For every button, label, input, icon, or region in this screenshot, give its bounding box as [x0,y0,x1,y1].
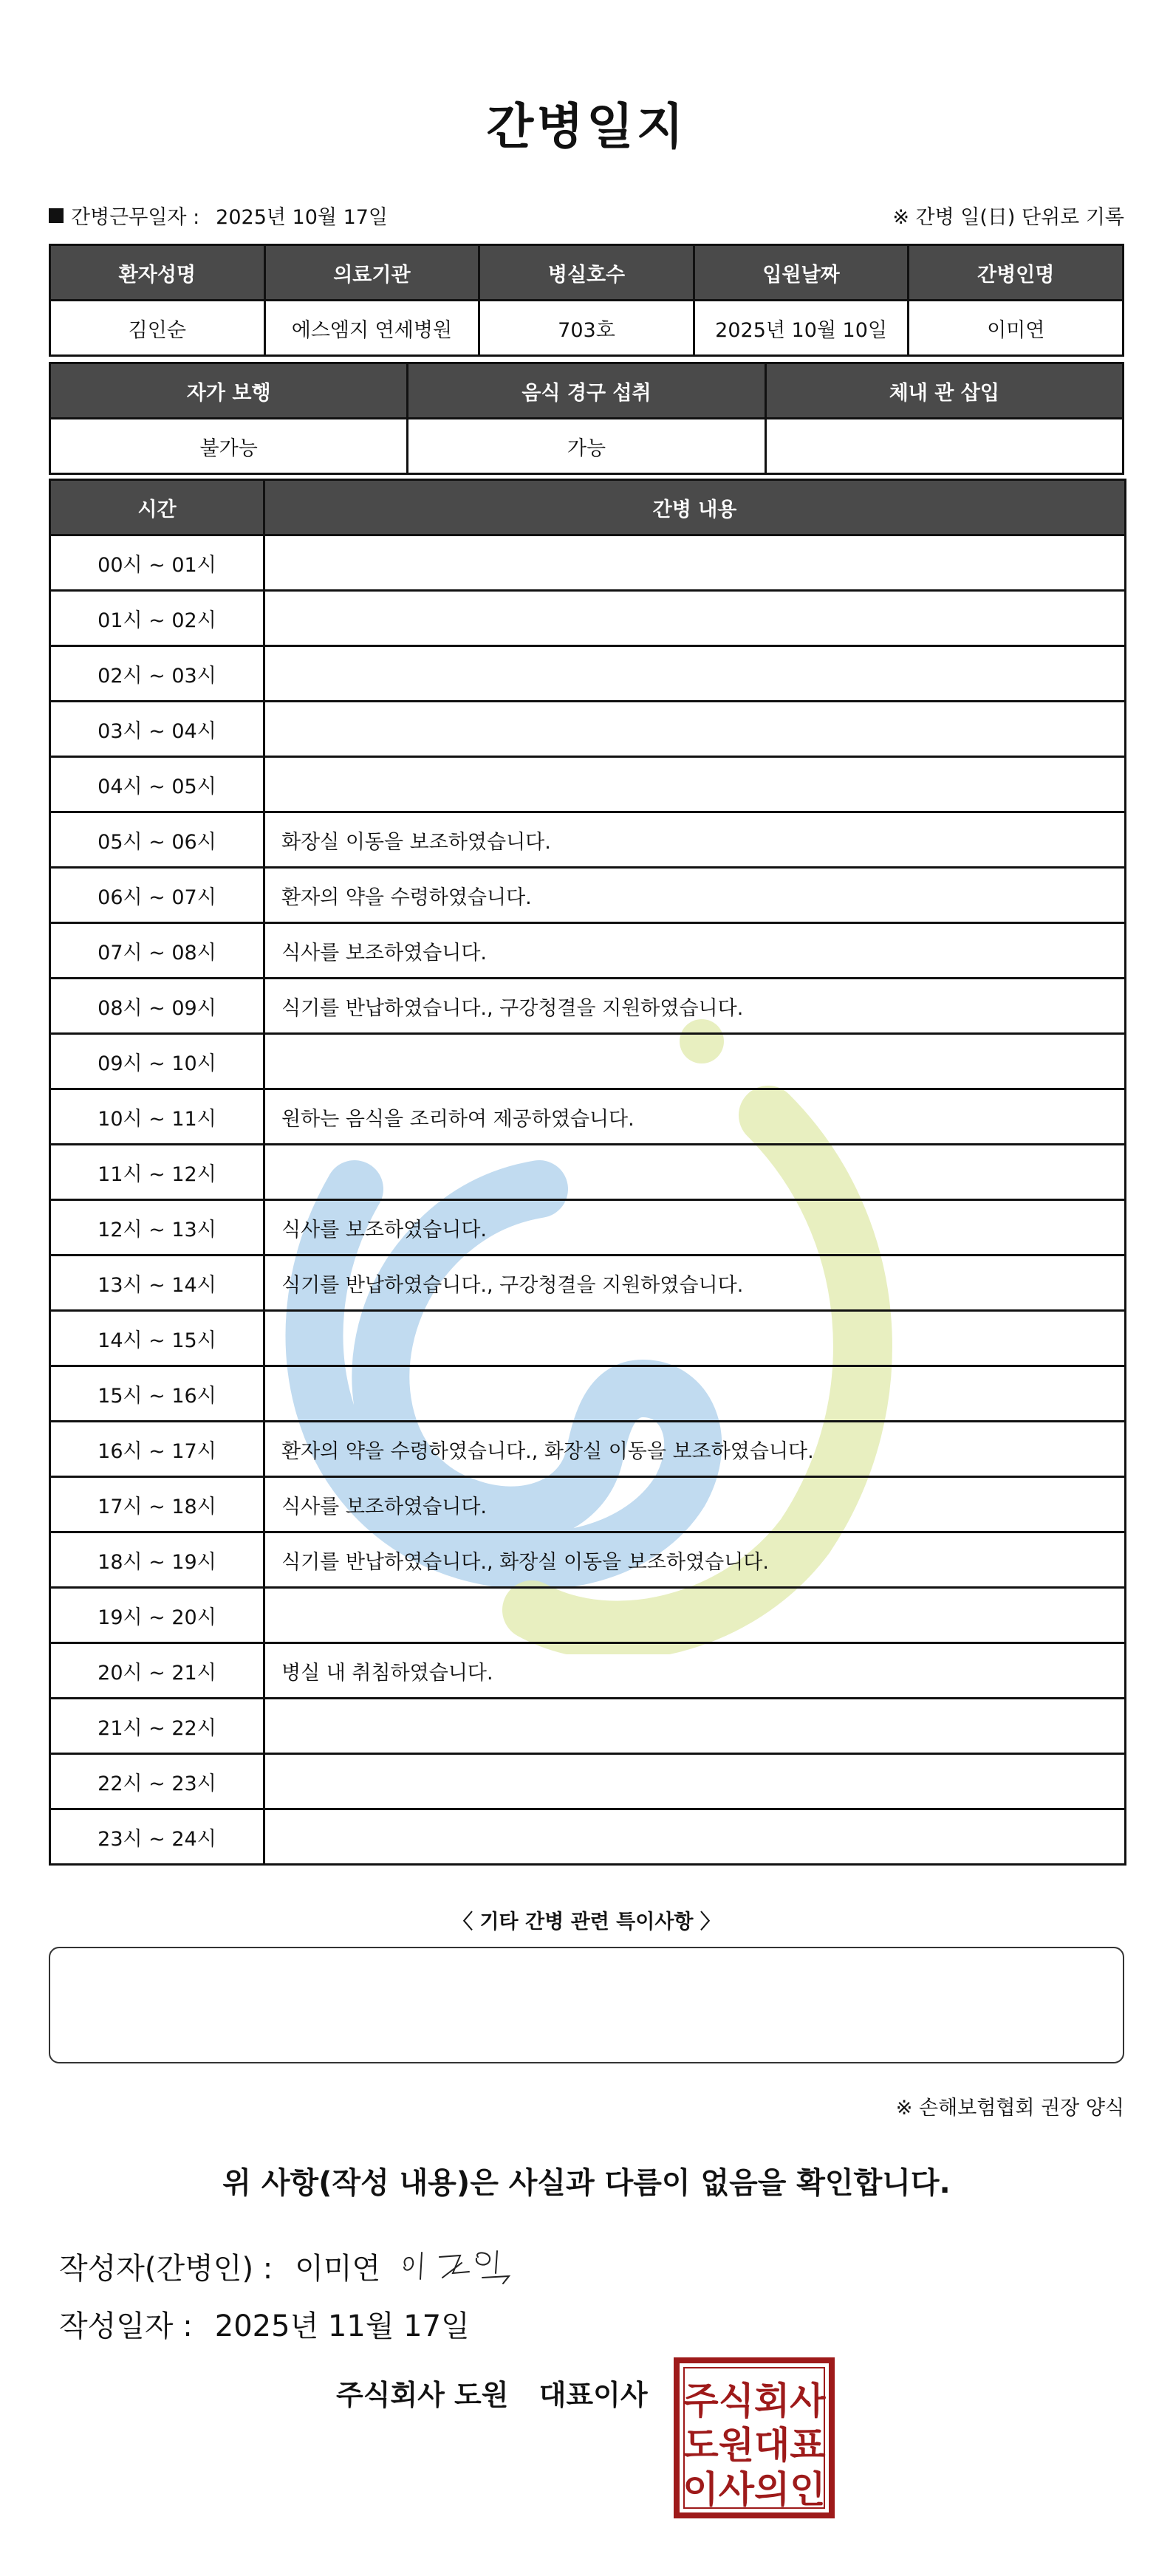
table-row [50,535,1126,591]
table-row [50,646,1126,702]
log-time-cell: 20시 ~ 21시 [50,1643,264,1699]
header-room-number: 병실호수 [479,245,694,301]
caregiver-name: 이미연 [909,301,1124,356]
writer-label: 작성자(간병인) : [59,2251,273,2286]
hospital-name: 에스엠지 연세병원 [264,301,479,356]
header-self-walking: 자가 보행 [50,363,408,419]
header-admission-date: 입원날짜 [694,245,909,301]
table-row [50,1477,1126,1532]
confirmation-statement: 위 사항(작성 내용)은 사실과 다름이 없음을 확인합니다. [222,2166,951,2200]
table-row [50,923,1126,979]
log-content-cell [264,1588,1126,1643]
log-content-cell: 환자의 약을 수령하였습니다., 화장실 이동을 보조하였습니다. [264,1422,1126,1477]
log-time-cell: 17시 ~ 18시 [50,1477,264,1532]
written-date-value: 2025년 11월 17일 [214,2309,470,2343]
table-row [50,868,1126,923]
page-title: 간병일지 [486,98,687,155]
log-content-cell: 식기를 반납하였습니다., 화장실 이동을 보조하였습니다. [264,1532,1126,1588]
table-row [50,1200,1126,1256]
log-time-cell: 12시 ~ 13시 [50,1200,264,1256]
admission-date: 2025년 10월 10일 [694,301,909,356]
log-time-cell: 09시 ~ 10시 [50,1034,264,1089]
table-row [50,1532,1126,1588]
log-time-cell: 04시 ~ 05시 [50,757,264,812]
log-content-cell [264,1699,1126,1754]
table-row [50,1754,1126,1809]
room-number: 703호 [479,301,694,356]
work-date-label: 간병근무일자 : [71,206,200,229]
log-time-cell: 10시 ~ 11시 [50,1089,264,1145]
writer-name: 이미연 [295,2251,381,2286]
header-patient-name: 환자성명 [50,245,265,301]
log-header-row [50,480,1126,535]
log-time-cell: 08시 ~ 09시 [50,979,264,1034]
seal-text-line: 도원대표 [683,2424,826,2467]
header-oral-intake: 음식 경구 섭취 [408,363,765,419]
seal-text-line: 이사의인 [683,2468,826,2511]
table-row [50,1699,1126,1754]
table-row [50,1588,1126,1643]
header-care-content: 간병 내용 [264,480,1126,535]
log-time-cell: 11시 ~ 12시 [50,1145,264,1200]
writer-line [59,2244,538,2288]
header-tube-insertion: 체내 관 삽입 [765,363,1123,419]
log-time-cell: 01시 ~ 02시 [50,591,264,646]
log-time-cell: 07시 ~ 08시 [50,923,264,979]
log-content-cell [264,1366,1126,1422]
work-date-line [49,201,388,230]
log-content-cell: 병실 내 취침하였습니다. [264,1643,1126,1699]
log-time-cell: 18시 ~ 19시 [50,1532,264,1588]
log-time-cell: 19시 ~ 20시 [50,1588,264,1643]
table-row [50,757,1126,812]
log-content-cell [264,1145,1126,1200]
patient-info-table [49,244,1124,357]
log-content-cell: 식기를 반납하였습니다., 구강청결을 지원하였습니다. [264,1256,1126,1311]
log-time-cell: 03시 ~ 04시 [50,702,264,757]
log-time-cell: 00시 ~ 01시 [50,535,264,591]
handwritten-signature [398,2244,538,2288]
table-row [50,1366,1126,1422]
oral-intake-value: 가능 [408,419,765,474]
log-time-cell: 14시 ~ 15시 [50,1311,264,1366]
log-time-cell: 13시 ~ 14시 [50,1256,264,1311]
care-log-table [49,479,1126,1866]
log-time-cell: 16시 ~ 17시 [50,1422,264,1477]
table-row [50,812,1126,868]
table-row [50,1422,1126,1477]
log-content-cell: 화장실 이동을 보조하였습니다. [264,812,1126,868]
company-line [336,2372,648,2413]
log-time-cell: 05시 ~ 06시 [50,812,264,868]
header-time: 시간 [50,480,264,535]
table-row [50,1256,1126,1311]
log-content-cell [264,535,1126,591]
patient-name: 김인순 [50,301,265,356]
log-content-cell: 환자의 약을 수령하였습니다. [264,868,1126,923]
recommend-note: ※ 손해보험협회 권장 양식 [895,2097,1124,2120]
table-row [50,1643,1126,1699]
table-row [50,591,1126,646]
written-date-line [59,2303,470,2345]
log-content-cell [264,702,1126,757]
log-time-cell: 23시 ~ 24시 [50,1809,264,1865]
patient-header-row [50,245,1124,301]
seal-text-line: 주식회사 [683,2380,826,2422]
status-header-row [50,363,1124,419]
log-content-cell [264,1311,1126,1366]
self-walking-value: 불가능 [50,419,408,474]
company-ceo-title: 대표이사 [538,2379,648,2411]
table-row [50,1809,1126,1865]
header-caregiver-name: 간병인명 [909,245,1124,301]
patient-value-row [50,301,1124,356]
log-time-cell: 06시 ~ 07시 [50,868,264,923]
log-time-cell: 21시 ~ 22시 [50,1699,264,1754]
patient-status-table [49,362,1124,475]
company-name: 주식회사 도원 [336,2379,509,2411]
table-row [50,1145,1126,1200]
log-content-cell: 식사를 보조하였습니다. [264,923,1126,979]
table-row [50,1034,1126,1089]
log-content-cell [264,757,1126,812]
company-seal-stamp [672,2356,836,2520]
table-row [50,1311,1126,1366]
written-date-label: 작성일자 : [59,2309,193,2343]
log-content-cell [264,1034,1126,1089]
log-time-cell: 15시 ~ 16시 [50,1366,264,1422]
log-content-cell [264,591,1126,646]
log-content-cell [264,646,1126,702]
log-content-cell [264,1809,1126,1865]
log-content-cell: 식기를 반납하였습니다., 구강청결을 지원하였습니다. [264,979,1126,1034]
table-row [50,702,1126,757]
log-time-cell: 02시 ~ 03시 [50,646,264,702]
log-content-cell: 원하는 음식을 조리하여 제공하였습니다. [264,1089,1126,1145]
work-date-value: 2025년 10월 17일 [216,206,389,229]
care-log-body [50,535,1126,1865]
log-content-cell: 식사를 보조하였습니다. [264,1477,1126,1532]
special-notes-box [49,1947,1124,2063]
log-time-cell: 22시 ~ 23시 [50,1754,264,1809]
square-bullet-icon [49,208,64,223]
table-row [50,1089,1126,1145]
log-content-cell: 식사를 보조하였습니다. [264,1200,1126,1256]
record-unit-note: ※ 간병 일(日) 단위로 기록 [892,206,1124,229]
log-content-cell [264,1754,1126,1809]
table-row [50,979,1126,1034]
tube-insertion-value [765,419,1123,474]
status-value-row [50,419,1124,474]
header-hospital: 의료기관 [264,245,479,301]
special-notes-title: 〈 기타 간병 관련 특이사항 〉 [453,1911,720,1933]
